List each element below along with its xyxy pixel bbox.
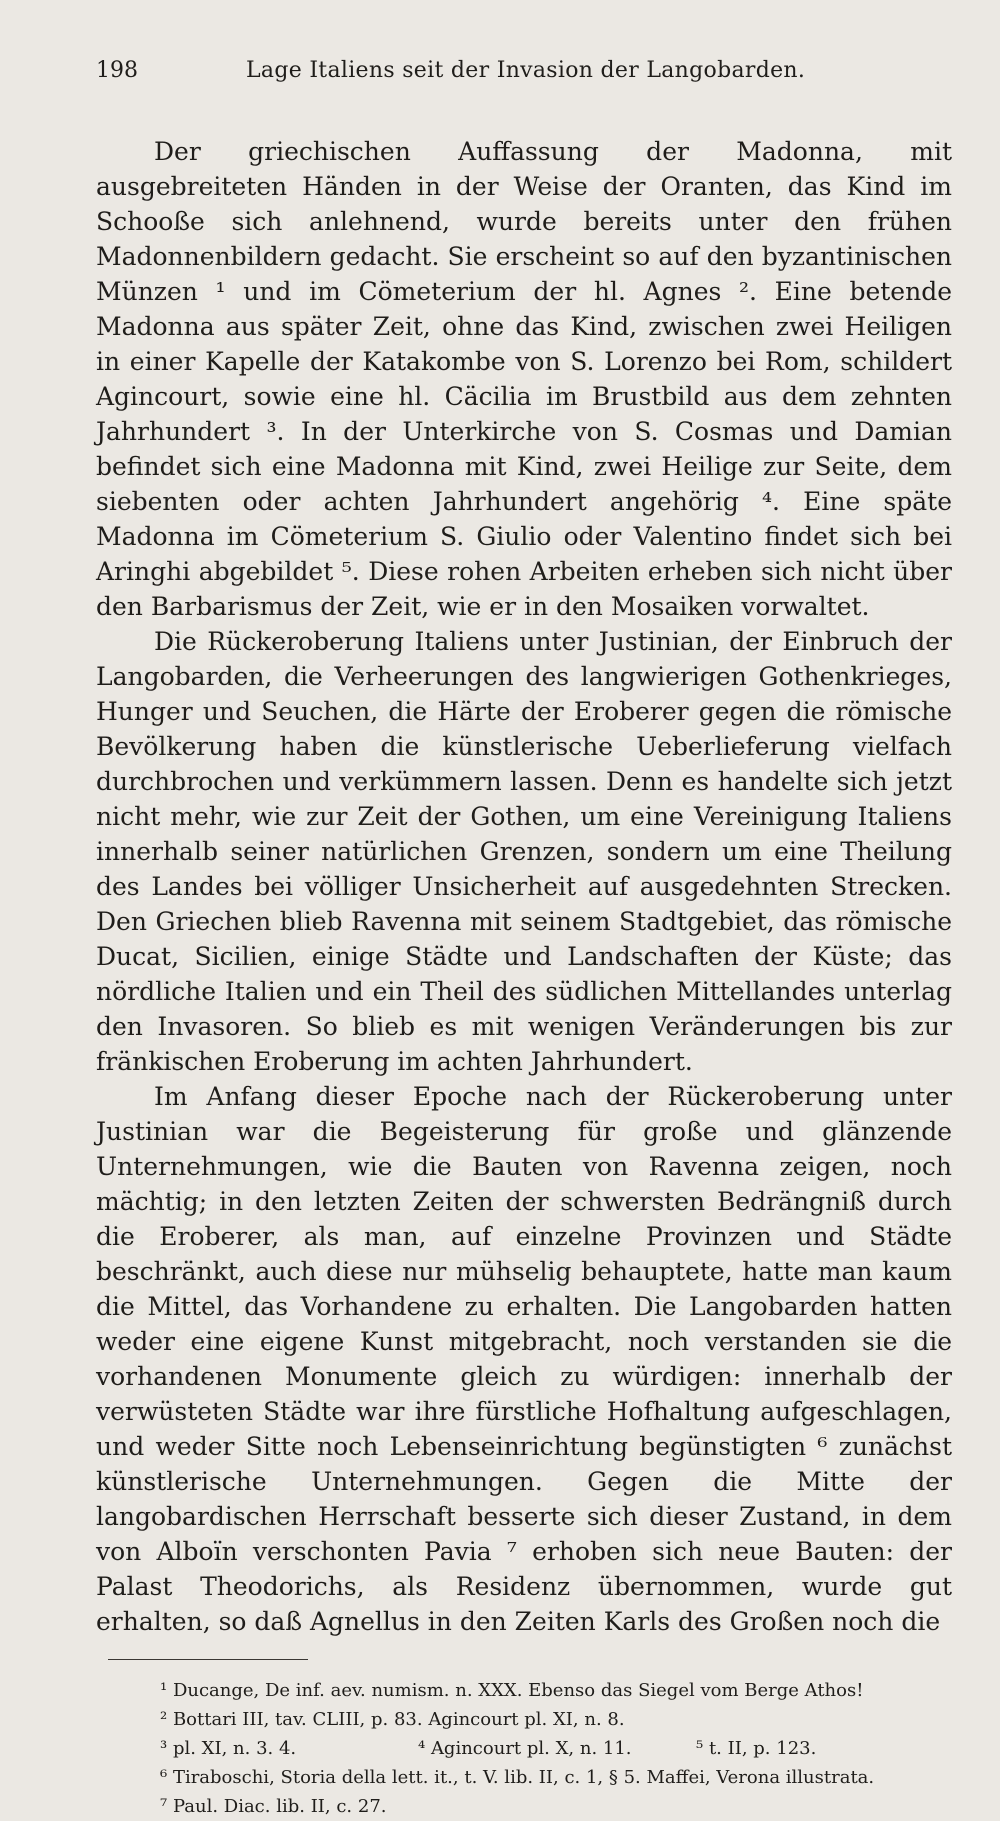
running-header — [96, 58, 952, 94]
footnote-6: ⁶ Tiraboschi, Storia della lett. it., t. V. lib. II, c. 1, § 5. Maffei, Verona illustrata. — [160, 1767, 875, 1788]
footnote-7: ⁷ Paul. Diac. lib. II, c. 27. — [160, 1796, 387, 1817]
footnote-5: ⁵ t. II, p. 123. — [696, 1738, 817, 1759]
running-title: Lage Italiens seit der Invasion der Langobarden. — [246, 58, 806, 83]
body-text — [96, 134, 952, 1639]
footnote-4: ⁴ Agincourt pl. X, n. 11. — [418, 1738, 632, 1759]
footnote-row-3-5 — [96, 1734, 952, 1763]
footnote-2: ² Bottari III, tav. CLIII, p. 83. Agincourt pl. XI, n. 8. — [160, 1709, 625, 1730]
page-number: 198 — [96, 58, 138, 83]
paragraph-epoch: Im Anfang dieser Epoche nach der Rückeroberung unter Justinian war die Begeisterung für große und glänzende Unternehmungen, wie die Bauten von Ravenna zeigen, noch mächtig; in den letzten Zeiten der schwersten Bedrängniß durch die Eroberer, als man, auf einzelne Provinzen und Städte beschränkt, auch diese nur mühselig behauptete, hatte man kaum die Mittel, das Vorhandene zu erhalten. Die Langobarden hatten weder eine eigene Kunst mitgebracht, noch verstanden sie die vorhandenen Monumente gleich zu würdigen: innerhalb der verwüsteten Städte war ihre fürstliche Hofhaltung aufgeschlagen, und weder Sitte noch Lebenseinrichtung begünstigten ⁶ zunächst künstlerische Unternehmungen. Gegen die Mitte der langobardischen Herrschaft besserte sich dieser Zustand, in dem von Alboïn verschonten Pavia ⁷ erhoben sich neue Bauten: der Palast Theodorichs, als Residenz übernommen, wurde gut erhalten, so daß Agnellus in den Zeiten Karls des Großen noch die — [96, 1082, 952, 1636]
footnote-3: ³ pl. XI, n. 3. 4. — [160, 1738, 297, 1759]
footnote-1: ¹ Ducange, De inf. aev. numism. n. XXX. Ebenso das Siegel vom Berge Athos! — [160, 1680, 864, 1701]
footnote-separator — [108, 1659, 308, 1660]
paragraph-madonna: Der griechischen Auffassung der Madonna, mit ausgebreiteten Händen in der Weise der Oranten, das Kind im Schooße sich anlehnend, wurde bereits unter den frühen Madonnenbildern gedacht. Sie erscheint so auf den byzantinischen Münzen ¹ und im Cömeterium der hl. Agnes ². Eine betende Madonna aus später Zeit, ohne das Kind, zwischen zwei Heiligen in einer Kapelle der Katakombe von S. Lorenzo bei Rom, schildert Agincourt, sowie eine hl. Cäcilia im Brustbild aus dem zehnten Jahrhundert ³. In der Unterkirche von S. Cosmas und Damian befindet sich eine Madonna mit Kind, zwei Heilige zur Seite, dem siebenten oder achten Jahrhundert angehörig ⁴. Eine späte Madonna im Cömeterium S. Giulio oder Valentino findet sich bei Aringhi abgebildet ⁵. Diese rohen Arbeiten erheben sich nicht über den Barbarismus der Zeit, wie er in den Mosaiken vorwaltet. — [96, 137, 952, 621]
footnotes — [96, 1676, 952, 1821]
paragraph-reconquest: Die Rückeroberung Italiens unter Justinian, der Einbruch der Langobarden, die Verheerungen des langwierigen Gothenkrieges, Hunger und Seuchen, die Härte der Eroberer gegen die römische Bevölkerung haben die künstlerische Ueberlieferung vielfach durchbrochen und verkümmern lassen. Denn es handelte sich jetzt nicht mehr, wie zur Zeit der Gothen, um eine Vereinigung Italiens innerhalb seiner natürlichen Grenzen, sondern um eine Theilung des Landes bei völliger Unsicherheit auf ausgedehnten Strecken. Den Griechen blieb Ravenna mit seinem Stadtgebiet, das römische Ducat, Sicilien, einige Städte und Landschaften der Küste; das nördliche Italien und ein Theil des südlichen Mittellandes unterlag den Invasoren. So blieb es mit wenigen Veränderungen bis zur fränkischen Eroberung im achten Jahrhundert. — [96, 627, 952, 1076]
